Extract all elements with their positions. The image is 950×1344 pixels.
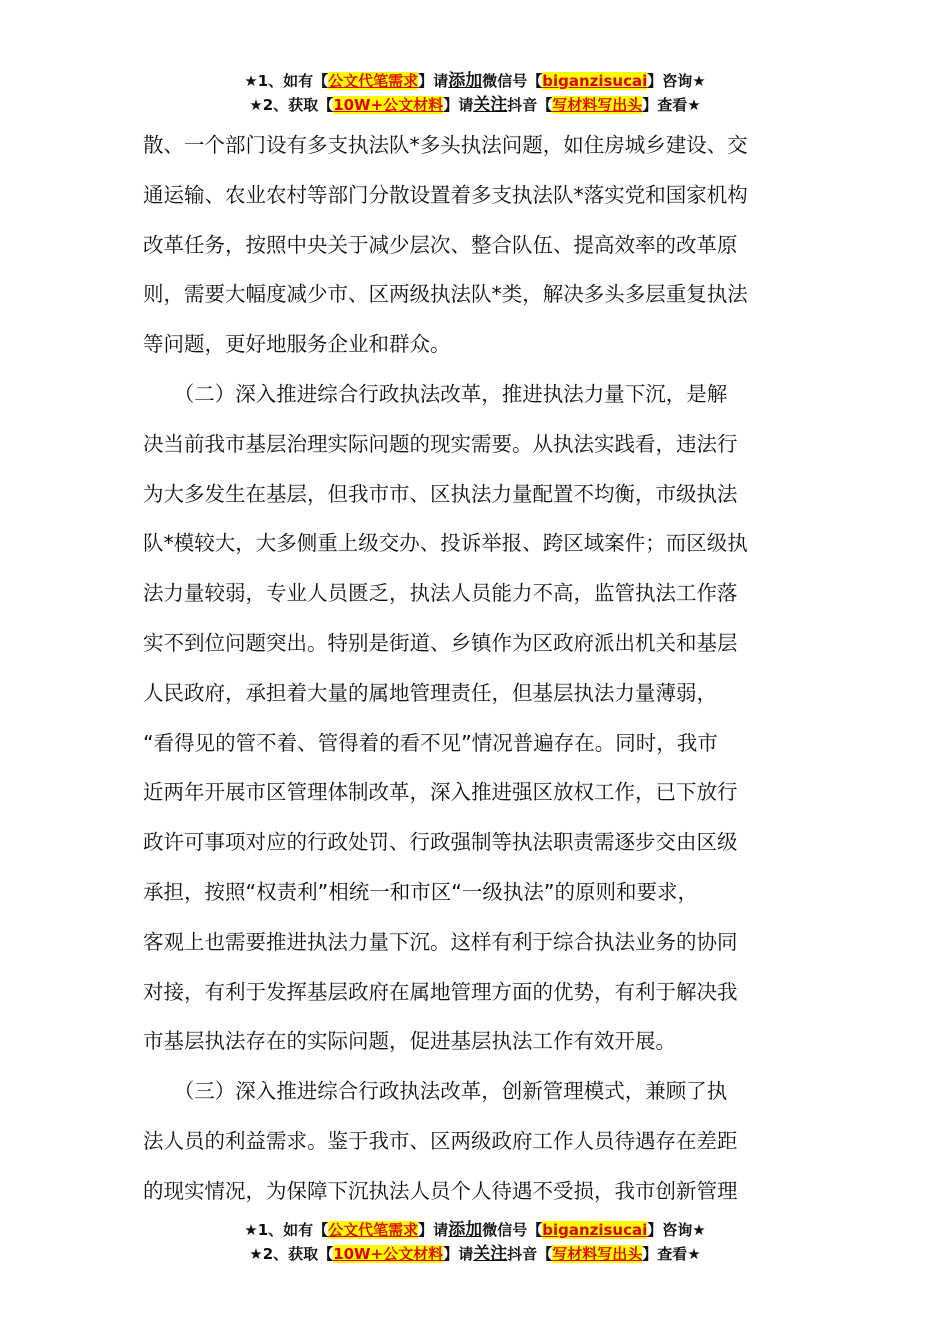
body-text [143, 128, 813, 1224]
highlight: 写材料写出头 [552, 96, 643, 114]
text: 】请 [443, 1245, 474, 1263]
text-line: 近两年开展市区管理体制改革，深入推进强区放权工作，已下放行 [143, 780, 738, 805]
text: 微信号【 [482, 1221, 543, 1239]
text-line: 市基层执法存在的实际问题，促进基层执法工作有效开展。 [143, 1029, 676, 1054]
promo-banner-bottom [0, 1218, 950, 1266]
text-line: 人民政府，承担着大量的属地管理责任，但基层执法力量薄弱， [143, 680, 717, 705]
text-line: 为大多发生在基层，但我市市、区执法力量配置不均衡，市级执法 [143, 481, 738, 506]
banner-line-2 [0, 1242, 950, 1266]
text-line: 散、一个部门设有多支执法队*多头执法问题，如住房城乡建设、交 [143, 133, 748, 157]
text: 】咨询★ [647, 1221, 706, 1239]
highlight: 10W+公文材料 [333, 1245, 444, 1263]
text-line: 队*模较大，大多侧重上级交办、投诉举报、跨区域案件；而区级执 [143, 531, 748, 556]
text: 】咨询★ [647, 72, 706, 90]
text: ★1、如有【 [244, 1221, 329, 1239]
text: ★2、获取【 [249, 96, 334, 114]
text: 】查看★ [642, 1245, 701, 1263]
text: 抖音【 [507, 96, 553, 114]
text-line: （二）深入推进综合行政执法改革，推进执法力量下沉，是解 [143, 381, 728, 406]
text-line: 等问题，更好地服务企业和群众。 [143, 332, 451, 357]
banner-line-2 [0, 93, 950, 117]
text: 】请 [418, 1221, 449, 1239]
text-line: 实不到位问题突出。特别是街道、乡镇作为区政府派出机关和基层 [143, 630, 738, 655]
text: 抖音【 [507, 1245, 553, 1263]
text: 】请 [418, 72, 449, 90]
banner-line-1 [0, 1218, 950, 1242]
text-line: 改革任务，按照中央关于减少层次、整合队伍、提高效率的改革原 [143, 232, 738, 257]
emphasis: 关注 [473, 95, 508, 115]
text-line: “看得见的管不着、管得着的看不见”情况普遍存在。同时，我市 [143, 730, 718, 755]
text-line: 法人员的利益需求。鉴于我市、区两级政府工作人员待遇存在差距 [143, 1128, 738, 1153]
text: 】查看★ [642, 96, 701, 114]
text-line: 对接，有利于发挥基层政府在属地管理方面的优势，有利于解决我 [143, 979, 738, 1004]
highlight: biganzisucai [542, 1221, 648, 1239]
emphasis: 添加 [448, 1220, 483, 1240]
promo-banner-top [0, 69, 950, 117]
text-line: 则，需要大幅度减少市、区两级执法队*类，解决多头多层重复执法 [143, 282, 748, 307]
text-line: 政许可事项对应的行政处罚、行政强制等执法职责需逐步交由区级 [143, 830, 738, 855]
highlight: 公文代笔需求 [328, 1221, 419, 1239]
highlight: biganzisucai [542, 72, 648, 90]
highlight: 写材料写出头 [552, 1245, 643, 1263]
text-line: 通运输、农业农村等部门分散设置着多支执法队*落实党和国家机构 [143, 182, 748, 207]
text-line: 客观上也需要推进执法力量下沉。这样有利于综合执法业务的协同 [143, 929, 738, 954]
emphasis: 添加 [448, 71, 483, 91]
text-line: 法力量较弱，专业人员匮乏，执法人员能力不高，监管执法工作落 [143, 581, 738, 606]
text: ★2、获取【 [249, 1245, 334, 1263]
highlight: 10W+公文材料 [333, 96, 444, 114]
text: ★1、如有【 [244, 72, 329, 90]
text-line: 承担，按照“权责利”相统一和市区“一级执法”的原则和要求， [143, 879, 698, 904]
emphasis: 关注 [473, 1244, 508, 1264]
text-line: 决当前我市基层治理实际问题的现实需要。从执法实践看，违法行 [143, 431, 738, 456]
highlight: 公文代笔需求 [328, 72, 419, 90]
text: 】请 [443, 96, 474, 114]
banner-line-1 [0, 69, 950, 93]
text-line: （三）深入推进综合行政执法改革，创新管理模式，兼顾了执 [143, 1079, 728, 1104]
text: 微信号【 [482, 72, 543, 90]
text-line: 的现实情况，为保障下沉执法人员个人待遇不受损，我市创新管理 [143, 1178, 738, 1203]
